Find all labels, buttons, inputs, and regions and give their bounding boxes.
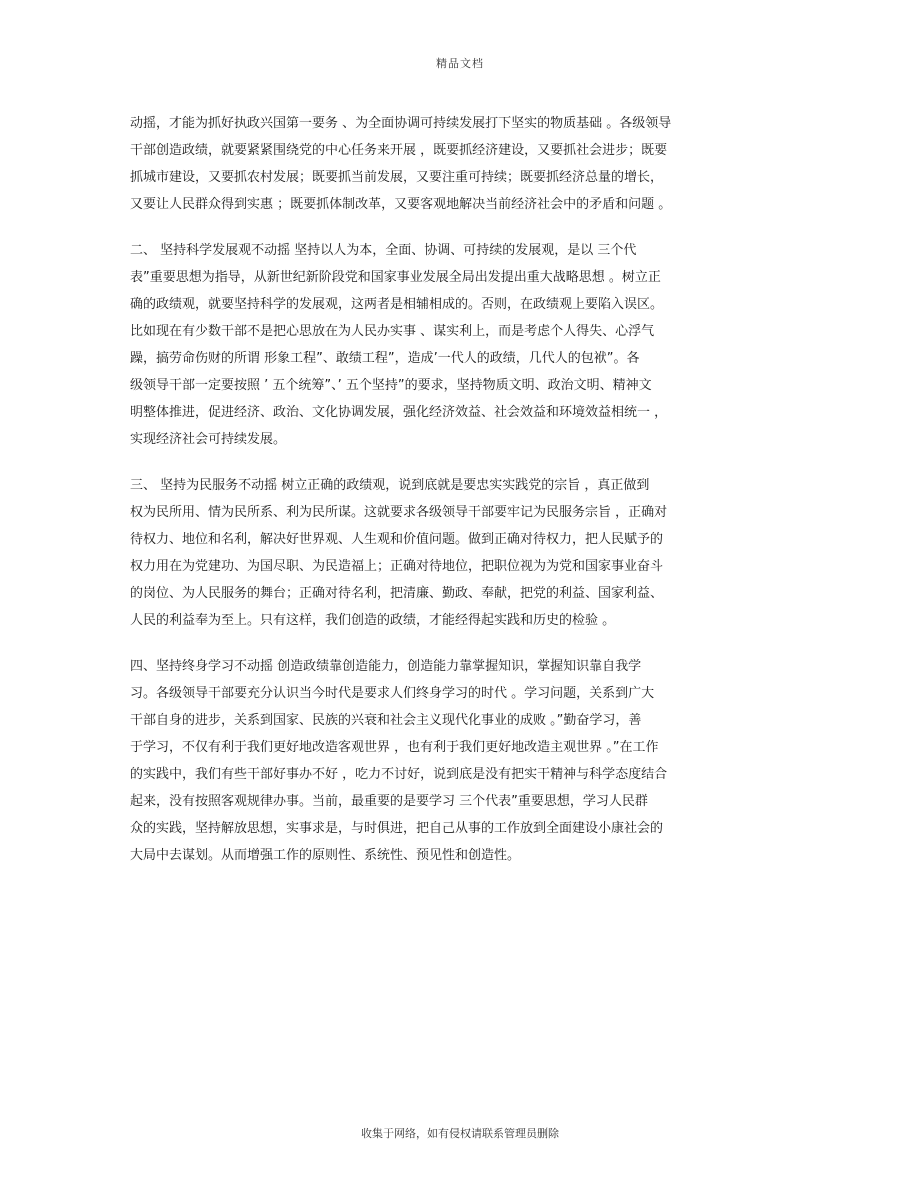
text-line: 待权力、地位和名利，解决好世界观、人生观和价值问题。做到正确对待权力，把人民赋予的 bbox=[130, 532, 664, 547]
text-line: 级领导干部一定要按照 ’ 五个统筹”、’ 五个坚持”的要求，坚持物质文明、政治文明、精神文 bbox=[130, 378, 652, 393]
text-line: 众的实践，坚持解放思想，实事求是，与时俱进，把自己从事的工作放到全面建设小康社会的 bbox=[130, 821, 664, 836]
text-line: 权力用在为党建功、为国尽职、为民造福上；正确对待地位，把职位视为为党和国家事业奋斗 bbox=[130, 559, 664, 574]
text-line: 确的政绩观，就要坚持科学的发展观，这两者是相辅相成的。否则，在政绩观上要陷入误区。 bbox=[130, 297, 664, 312]
text-line: 于学习，不仅有利于我们更好地改造客观世界 ，也有利于我们更好地改造主观世界 。”在工作 bbox=[130, 740, 659, 755]
text-line: 人民的利益奉为至上。只有这样，我们创造的政绩，才能经得起实践和历史的检验 。 bbox=[130, 613, 616, 628]
text-line: 习。各级领导干部要充分认识当今时代是要求人们终身学习的时代 。学习问题，关系到广大 bbox=[130, 686, 655, 701]
page-footer: 收集于网络，如有侵权请联系管理员删除 bbox=[361, 1127, 559, 1140]
paragraph-2 bbox=[130, 237, 770, 453]
text-line: 四、坚持终身学习不动摇 创造政绩靠创造能力，创造能力靠掌握知识，掌握知识靠自我学 bbox=[130, 659, 642, 674]
paragraph-spacer bbox=[130, 218, 770, 237]
text-line: 二、 坚持科学发展观不动摇 坚持以人为本，全面、协调、可持续的发展观，是以 三个代 bbox=[130, 243, 637, 258]
document-body bbox=[130, 110, 770, 869]
text-line: 的岗位、为人民服务的舞台；正确对待名利，把清廉、勤政、奉献，把党的利益、国家利益、 bbox=[130, 586, 664, 601]
text-line: 的实践中，我们有些干部好事办不好 ，吃力不讨好，说到底是没有把实干精神与科学态度结合 bbox=[130, 767, 668, 782]
text-line: 明整体推进，促进经济、政治、文化协调发展，强化经济效益、社会效益和环境效益相统一 ， bbox=[130, 405, 668, 420]
text-line: 实现经济社会可持续发展。 bbox=[130, 432, 287, 447]
text-line: 权为民所用、情为民所系、利为民所谋。这就要求各级领导干部要牢记为民服务宗旨 ，正确对 bbox=[130, 505, 668, 520]
text-line: 起来，没有按照客观规律办事。当前，最重要的是要学习 三个代表”重要思想，学习人民群 bbox=[130, 794, 648, 809]
page-header: 精品文档 bbox=[436, 57, 484, 70]
paragraph-4 bbox=[130, 653, 770, 869]
text-line: 大局中去谋划。从而增强工作的原则性、系统性、预见性和创造性。 bbox=[130, 848, 521, 863]
text-line: 又要让人民群众得到实惠 ；既要抓体制改革，又要客观地解决当前经济社会中的矛盾和问题 。 bbox=[130, 197, 672, 212]
paragraph-spacer bbox=[130, 634, 770, 653]
text-line: 干部创造政绩，就要紧紧围绕党的中心任务来开展 ，既要抓经济建设，又要抓社会进步；既要 bbox=[130, 143, 668, 158]
text-line: 三、 坚持为民服务不动摇 树立正确的政绩观，说到底就是要忠实实践党的宗旨 ，真正做到 bbox=[130, 478, 650, 493]
text-line: 干部自身的进步，关系到国家、民族的兴衰和社会主义现代化事业的成败 。”勤奋学习，善 bbox=[130, 713, 642, 728]
text-line: 躁，搞劳命伤财的所谓 形象工程”、敢绩工程”，造成’一代人的政绩，几代人的包袱”。各 bbox=[130, 351, 640, 366]
text-line: 表”重要思想为指导，从新世纪新阶段党和国家事业发展全局出发提出重大战略思想 。树立正 bbox=[130, 270, 661, 285]
text-line: 比如现在有少数干部不是把心思放在为人民办实事 、谋实利上，而是考虑个人得失、心浮气 bbox=[130, 324, 655, 339]
text-line: 动摇，才能为抓好执政兴国第一要务 、为全面协调可持续发展打下坚实的物质基础 。各级领导 bbox=[130, 116, 672, 131]
paragraph-spacer bbox=[130, 453, 770, 472]
paragraph-1 bbox=[130, 110, 770, 218]
paragraph-3 bbox=[130, 472, 770, 634]
text-line: 抓城市建设，又要抓农村发展；既要抓当前发展，又要注重可持续；既要抓经济总量的增长， bbox=[130, 170, 664, 185]
